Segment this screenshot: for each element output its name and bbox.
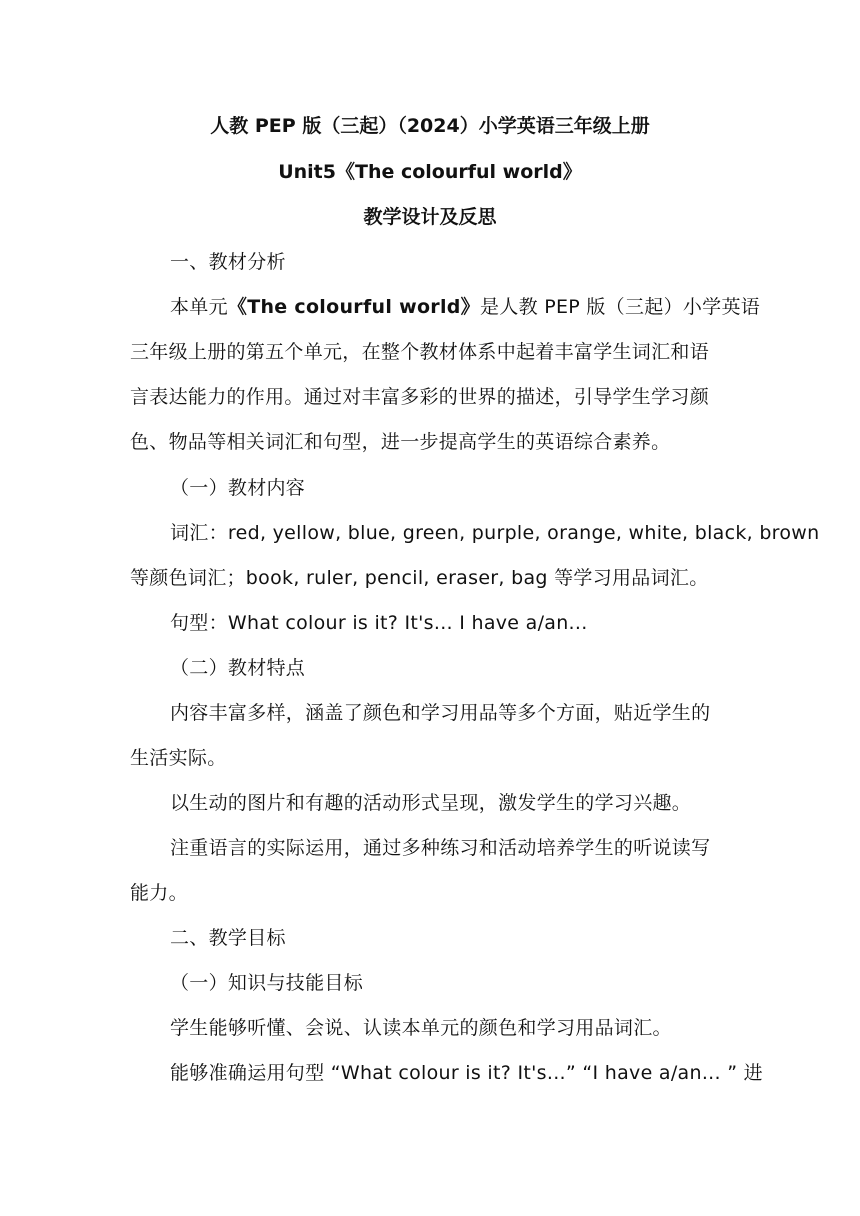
paragraph-intro-line-2: 三年级上册的第五个单元，在整个教材体系中起着丰富学生词汇和语 xyxy=(130,341,710,363)
unit-name-bold: 《The colourful world》 xyxy=(227,296,480,318)
sentence-pattern: 句型：What colour is it? It's... I have a/an... xyxy=(170,612,588,634)
document-title: 人教 PEP 版（三起）（2024）小学英语三年级上册 xyxy=(210,115,650,137)
feature-3-line-1: 注重语言的实际运用，通过多种练习和活动培养学生的听说读写 xyxy=(170,837,711,859)
paragraph-intro-line xyxy=(170,291,761,323)
feature-1-line-1: 内容丰富多样，涵盖了颜色和学习用品等多个方面，贴近学生的 xyxy=(170,702,711,724)
goal-1: 学生能够听懂、会说、认读本单元的颜色和学习用品词汇。 xyxy=(170,1017,672,1039)
vocabulary-line-1: 词汇：red, yellow, blue, green, purple, orange, white, black, brown xyxy=(170,522,820,544)
goal-2: 能够准确运用句型 “What colour is it? It's...” “I have a/an... ” 进 xyxy=(170,1062,763,1084)
subheading-knowledge-skills: （一）知识与技能目标 xyxy=(170,972,364,994)
unit-title: Unit5《The colourful world》 xyxy=(278,161,582,183)
paragraph-intro-prefix: 本单元 xyxy=(170,296,228,318)
feature-1-line-2: 生活实际。 xyxy=(130,747,227,769)
subheading-content: （一）教材内容 xyxy=(170,477,306,499)
feature-3-line-2: 能力。 xyxy=(130,882,188,904)
paragraph-intro-line-4: 色、物品等相关词汇和句型，进一步提高学生的英语综合素养。 xyxy=(130,431,671,453)
paragraph-intro-line-3: 言表达能力的作用。通过对丰富多彩的世界的描述，引导学生学习颜 xyxy=(130,386,710,408)
subheading-features: （二）教材特点 xyxy=(170,657,306,679)
feature-2: 以生动的图片和有趣的活动形式呈现，激发学生的学习兴趣。 xyxy=(170,792,692,814)
paragraph-intro-suffix: 是人教 PEP 版（三起）小学英语 xyxy=(479,296,761,318)
section-heading-goals: 二、教学目标 xyxy=(170,927,286,949)
vocabulary-line-2: 等颜色词汇；book, ruler, pencil, eraser, bag 等学习用品词汇。 xyxy=(130,567,709,589)
section-heading-analysis: 一、教材分析 xyxy=(170,251,286,273)
document-subtitle: 教学设计及反思 xyxy=(363,206,497,228)
